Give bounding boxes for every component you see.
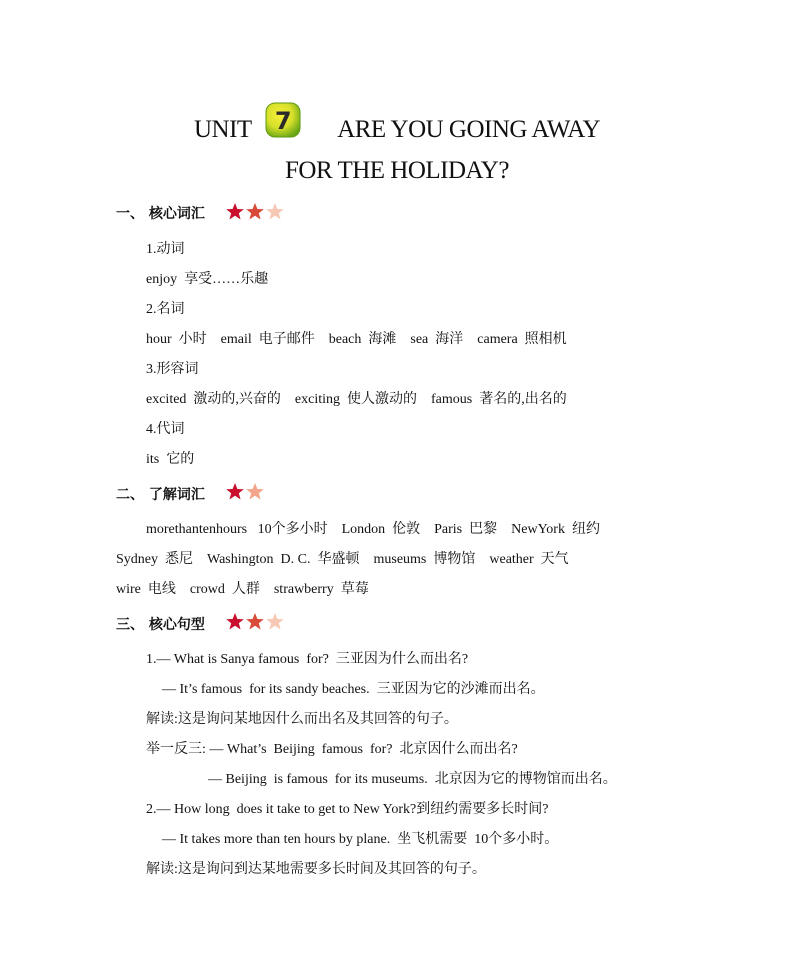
sentence-line-6: 2.— How long does it take to get to New York?到纽约需要多长时间? <box>146 802 549 817</box>
section-heading-core-vocab: 一、 核心词汇 <box>116 206 205 222</box>
section-heading-core-sentences: 三、 核心句型 <box>116 617 205 633</box>
title-line-1 <box>0 107 794 148</box>
core-vocab-line-8: its 它的 <box>146 452 195 467</box>
core-vocab-line-6: excited 激动的,兴奋的 exciting 使人激动的 famous 著名的,出名的 <box>146 392 567 407</box>
sentence-line-7: — It takes more than ten hours by plane. 坐飞机需要 10个多小时。 <box>162 832 559 847</box>
unit-number: 7 <box>275 107 292 135</box>
know-vocab-line-1: morethantenhours 10个多小时 London 伦敦 Paris 巴黎 NewYork 纽约 <box>146 522 600 537</box>
sentence-line-1: 1.— What is Sanya famous for? 三亚因为什么而出名? <box>146 652 469 667</box>
rating-stars-know-vocab <box>226 482 270 502</box>
core-vocab-line-4: hour 小时 email 电子邮件 beach 海滩 sea 海洋 camera 照相机 <box>146 332 567 347</box>
sentence-line-5: — Beijing is famous for its museums. 北京因为它的博物馆而出名。 <box>208 772 617 787</box>
rating-stars-core-vocab <box>226 202 290 222</box>
section-heading-know-vocab: 二、 了解词汇 <box>116 487 205 503</box>
title-text-1: ARE YOU GOING AWAY <box>337 116 601 143</box>
core-vocab-line-3: 2.名词 <box>146 302 185 317</box>
unit-number-badge <box>265 102 301 138</box>
core-vocab-line-5: 3.形容词 <box>146 362 199 377</box>
star-icon <box>226 203 244 220</box>
unit-label: UNIT <box>193 116 252 143</box>
star-half-icon <box>266 203 284 220</box>
core-vocab-line-7: 4.代词 <box>146 422 185 437</box>
know-vocab-line-2: Sydney 悉尼 Washington D. C. 华盛顿 museums 博物馆 weather 天气 <box>116 552 569 567</box>
core-vocab-line-1: 1.动词 <box>146 242 185 257</box>
sentence-line-4: 举一反三: — What’s Beijing famous for? 北京因什么而出名? <box>146 742 518 757</box>
know-vocab-line-3: wire 电线 crowd 人群 strawberry 草莓 <box>116 582 369 597</box>
core-vocab-line-2: enjoy 享受……乐趣 <box>146 272 269 287</box>
star-icon <box>226 613 244 630</box>
star-icon <box>226 483 244 500</box>
rating-stars-core-sentences <box>226 612 290 632</box>
star-icon <box>246 203 264 220</box>
star-half-icon <box>266 613 284 630</box>
sentence-line-3: 解读:这是询问某地因什么而出名及其回答的句子。 <box>146 712 458 727</box>
star-half-icon <box>246 483 264 500</box>
title-line-2: FOR THE HOLIDAY? <box>285 157 509 184</box>
sentence-line-2: — It’s famous for its sandy beaches. 三亚因为它的沙滩而出名。 <box>162 682 545 697</box>
star-icon <box>246 613 264 630</box>
sentence-line-8: 解读:这是询问到达某地需要多长时间及其回答的句子。 <box>146 862 486 877</box>
